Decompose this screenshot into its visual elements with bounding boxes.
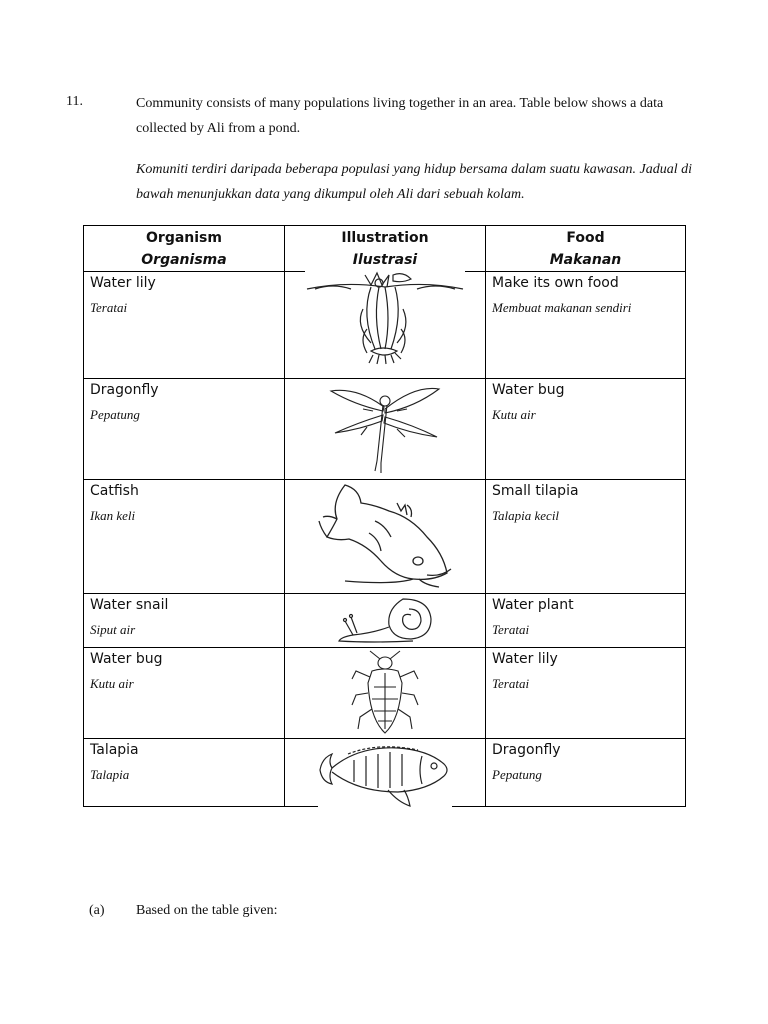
question-text-english: Community consists of many populations living together in an area. Table below shows a data collected by Ali from a pond.	[136, 96, 664, 136]
organism-name-malay: Siput air	[90, 622, 136, 637]
food-name-malay: Kutu air	[492, 407, 536, 422]
header-illustration	[285, 226, 486, 272]
organism-name-malay: Talapia	[90, 767, 130, 782]
header-food-en: Food	[566, 230, 605, 246]
question-number: 11.	[66, 94, 83, 109]
organism-name-malay: Teratai	[90, 300, 128, 315]
organism-cell	[84, 379, 285, 480]
organism-name-malay: Kutu air	[90, 676, 134, 691]
organism-cell	[84, 480, 285, 594]
food-name: Water bug	[492, 382, 565, 398]
header-illustration-en: Illustration	[341, 230, 429, 246]
illustration-cell	[285, 272, 486, 379]
header-food-ms: Makanan	[549, 252, 622, 268]
table-row	[84, 272, 686, 379]
organism-name-malay: Pepatung	[90, 407, 140, 422]
food-name-malay: Teratai	[492, 676, 530, 691]
food-name: Make its own food	[492, 275, 619, 291]
catfish-icon	[315, 481, 455, 589]
food-name-malay: Teratai	[492, 622, 530, 637]
food-cell	[486, 379, 686, 480]
table-row	[84, 648, 686, 739]
table-row	[84, 480, 686, 594]
question-text-malay: Komuniti terdiri daripada beberapa populasi yang hidup bersama dalam suatu kawasan. Jadual di bawah menunjukkan data yang dikumpul oleh Ali dari sebuah kolam.	[136, 162, 692, 202]
illustration-cell	[285, 648, 486, 739]
snail-icon	[333, 595, 437, 645]
food-cell	[486, 648, 686, 739]
header-organism-ms: Organisma	[141, 252, 227, 268]
food-cell	[486, 594, 686, 648]
organism-cell	[84, 594, 285, 648]
dragonfly-icon	[327, 381, 443, 477]
organism-name-malay: Ikan keli	[90, 508, 136, 523]
food-name: Water plant	[492, 597, 574, 613]
table-row	[84, 379, 686, 480]
subquestion-text: Based on the table given:	[136, 903, 278, 918]
food-cell	[486, 272, 686, 379]
food-name-malay: Talapia kecil	[492, 508, 560, 523]
organism-name: Water bug	[90, 651, 163, 667]
organism-table	[83, 225, 686, 807]
illustration-cell	[285, 480, 486, 594]
water-bug-icon	[350, 649, 420, 737]
header-organism-en: Organism	[146, 230, 222, 246]
food-name-malay: Membuat makanan sendiri	[492, 300, 632, 315]
food-name: Small tilapia	[492, 483, 579, 499]
illustration-cell	[285, 739, 486, 807]
food-cell	[486, 480, 686, 594]
organism-name: Talapia	[90, 742, 139, 758]
organism-name: Dragonfly	[90, 382, 159, 398]
header-food	[486, 226, 686, 272]
water-lily-icon	[305, 269, 465, 365]
food-name-malay: Pepatung	[492, 767, 542, 782]
tilapia-icon	[318, 740, 452, 810]
table-row	[84, 594, 686, 648]
illustration-cell	[285, 594, 486, 648]
header-illustration-ms: Ilustrasi	[352, 252, 418, 268]
organism-cell	[84, 272, 285, 379]
subquestion-label: (a)	[89, 903, 105, 918]
header-organism	[84, 226, 285, 272]
organism-name: Water snail	[90, 597, 169, 613]
organism-name: Catfish	[90, 483, 139, 499]
organism-name: Water lily	[90, 275, 156, 291]
food-name: Water lily	[492, 651, 558, 667]
food-cell	[486, 739, 686, 807]
table-row	[84, 739, 686, 807]
illustration-cell	[285, 379, 486, 480]
food-name: Dragonfly	[492, 742, 561, 758]
table-header-row	[84, 226, 686, 272]
organism-cell	[84, 648, 285, 739]
organism-cell	[84, 739, 285, 807]
